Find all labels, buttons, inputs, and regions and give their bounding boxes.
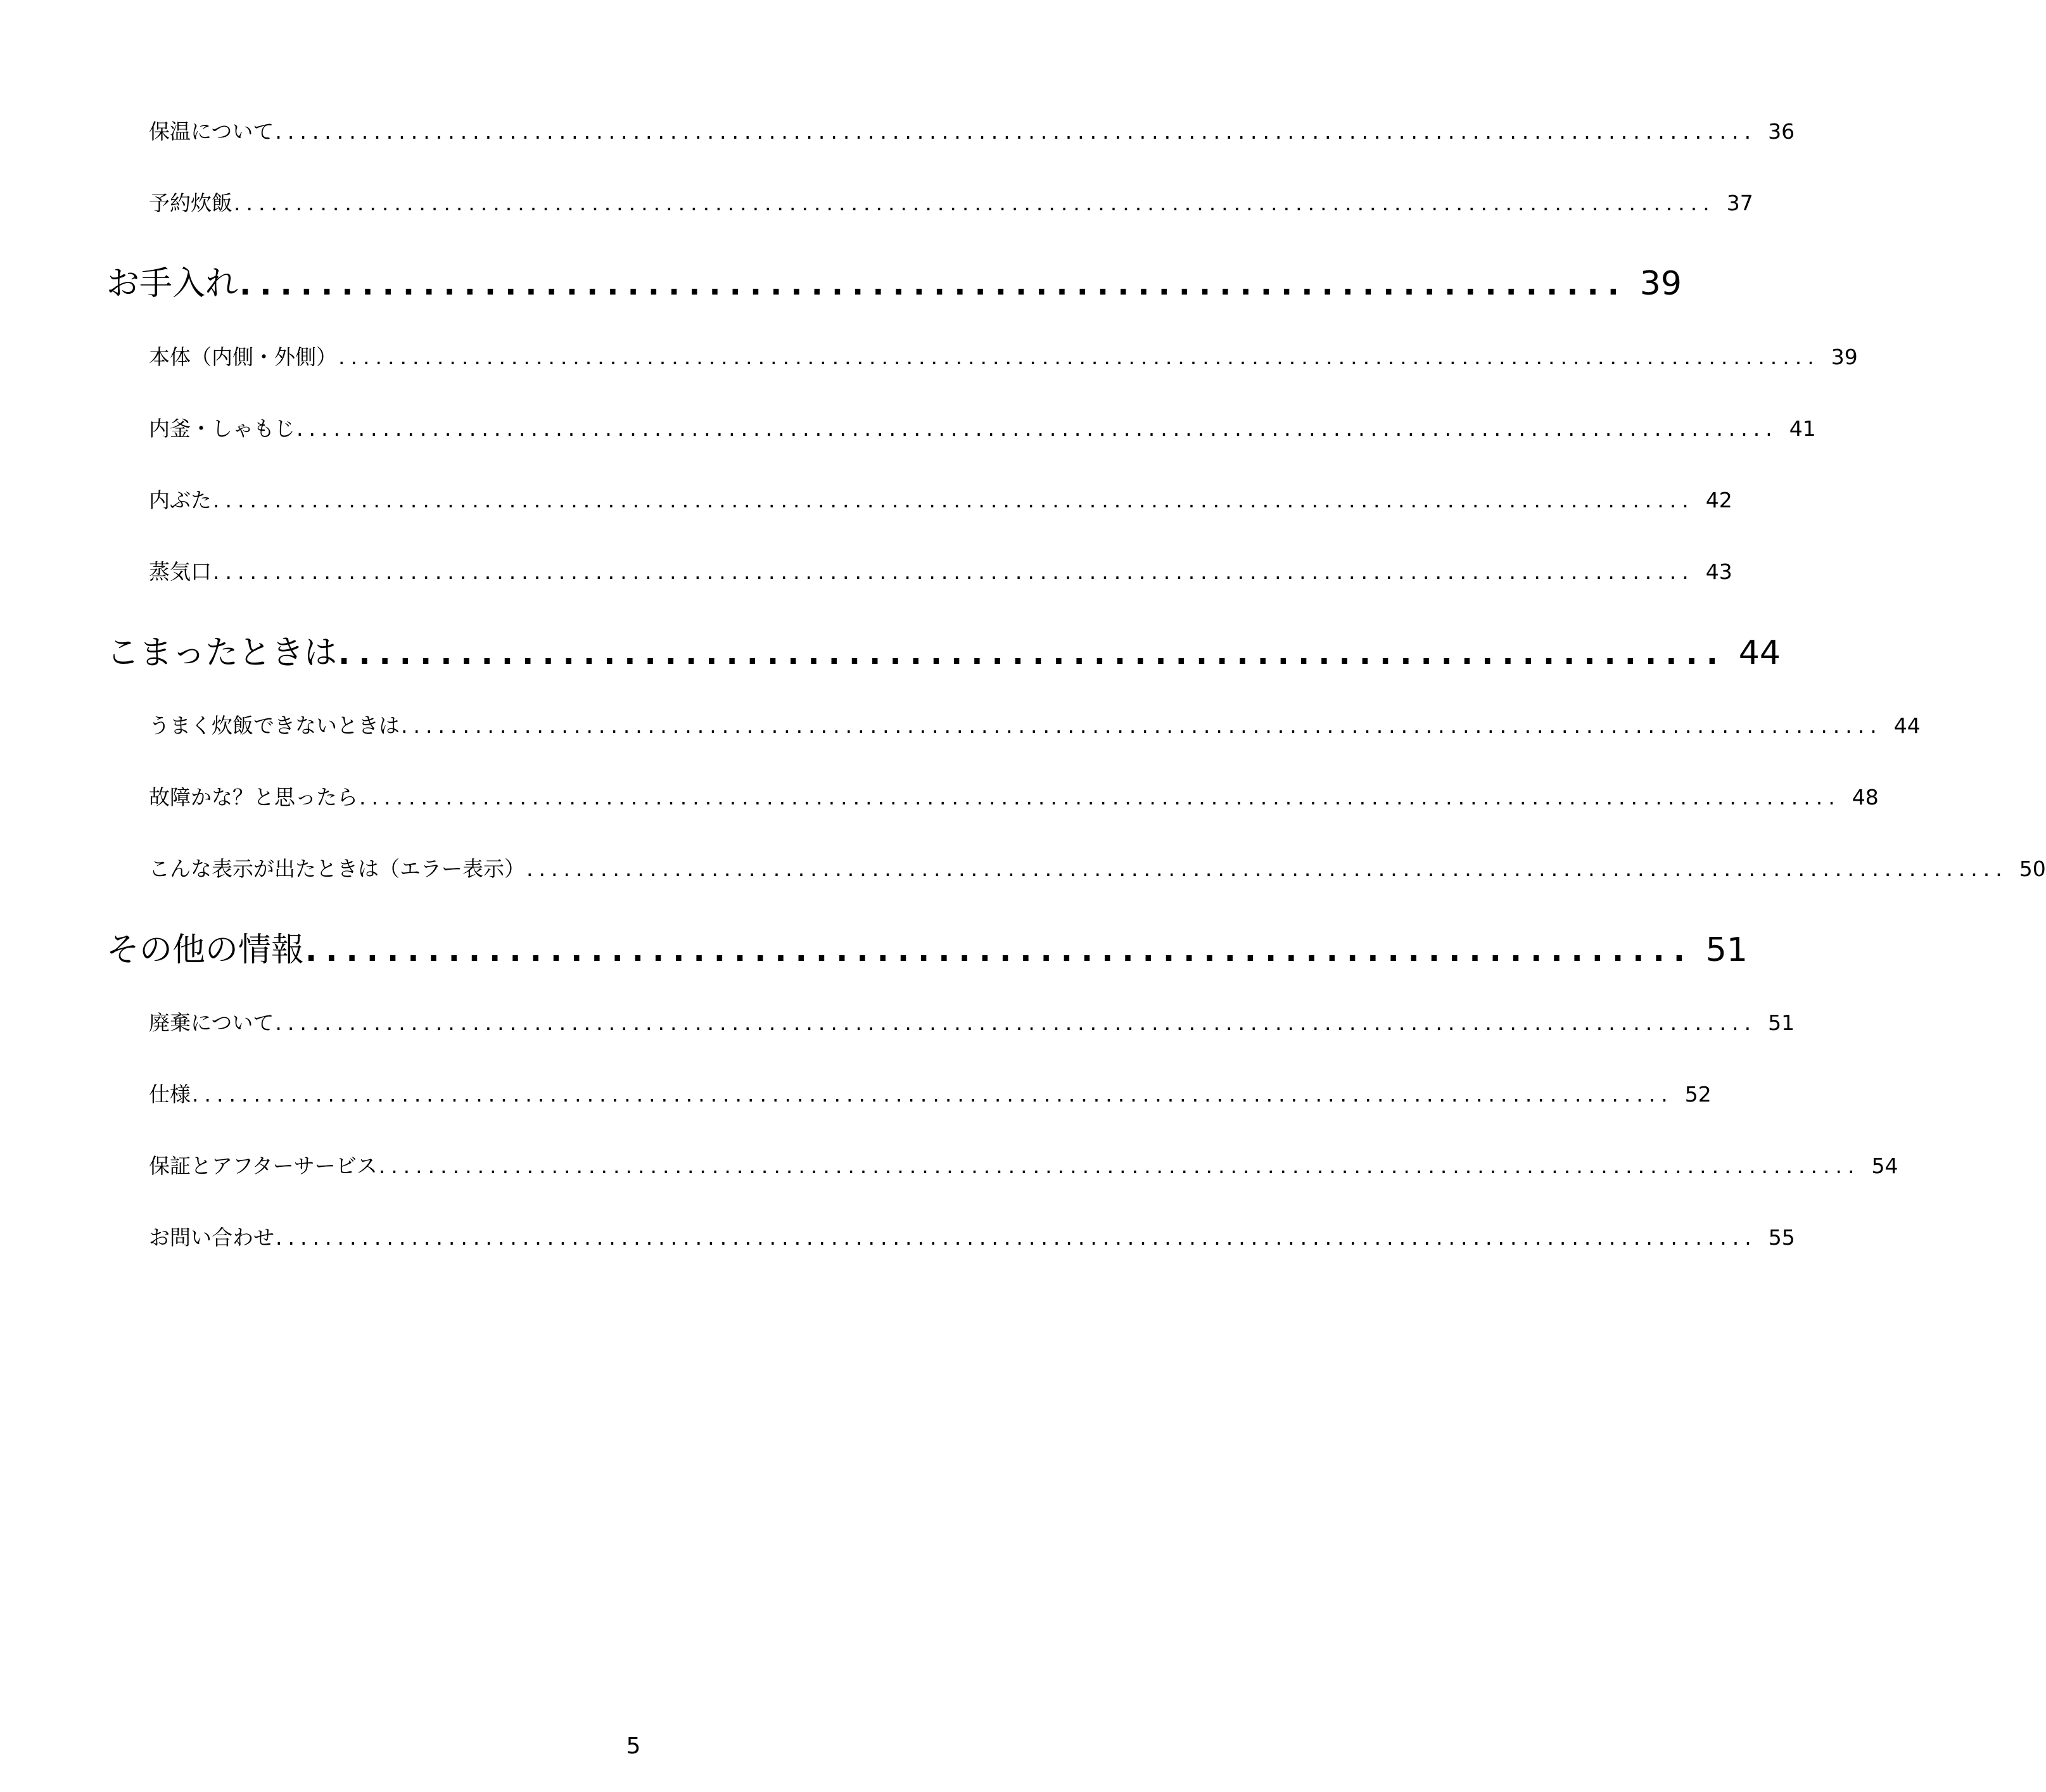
dot-leader: ........................................................................................................................ [526, 856, 2008, 881]
dot-leader: ........................................................................................................................ [401, 713, 1883, 738]
toc-entry-page: 41 [1789, 416, 1816, 441]
dot-leader: ........................................................................................................................ [378, 1153, 1860, 1178]
toc-entry-label: 蒸気口 [149, 559, 212, 584]
toc-entry[interactable] [149, 341, 1858, 371]
toc-entry[interactable] [149, 1078, 1712, 1109]
toc-entry-page: 36 [1768, 119, 1795, 144]
toc-section-page: 39 [1639, 265, 1682, 303]
toc-entry-label: 本体（内側・外側） [149, 345, 337, 369]
toc-entry[interactable] [149, 1007, 1795, 1037]
toc-entry-page: 54 [1871, 1153, 1898, 1178]
toc-entry-page: 55 [1768, 1225, 1795, 1250]
dot-leader: ........................................................................................................................ [338, 345, 1820, 369]
toc-entry-label: 内釜・しゃもじ [149, 416, 295, 441]
toc-entry-label: 保温について [149, 119, 274, 144]
toc-entry-label: 仕様 [149, 1082, 191, 1107]
toc-section-label: その他の情報 [106, 931, 305, 969]
toc-entry[interactable] [149, 781, 1879, 811]
toc-entry[interactable] [149, 853, 2046, 883]
dot-leader: ........................................................................................................................ [234, 191, 1715, 215]
dot-leader: ........................................................................................................................ [213, 559, 1694, 584]
dot-leader: ........................................................................................................................ [296, 416, 1778, 441]
dot-leader: ........................................................................................................................ [276, 1225, 1757, 1250]
toc-section-label: こまったときは [106, 634, 338, 672]
toc-entry-label: 内ぶた [149, 488, 212, 512]
dot-leader: ........................................................................................................................ [359, 785, 1841, 810]
toc-entry-page: 37 [1726, 191, 1753, 215]
toc-entry-page: 48 [1852, 785, 1879, 810]
toc-entry-label: お問い合わせ [149, 1225, 274, 1250]
page-number: 5 [626, 1733, 641, 1759]
toc-entry[interactable] [149, 412, 1816, 443]
toc-entry-label: うまく炊飯できないときは [149, 713, 400, 738]
toc-entry-label: こんな表示が出たときは（エラー表示） [149, 856, 525, 881]
dot-leader: ........................................................................................................................ [192, 1082, 1674, 1107]
toc-entry[interactable] [149, 1150, 1898, 1180]
toc-entry-label: 故障かな？と思ったら [149, 785, 358, 810]
dot-leader: .................................................................... [338, 636, 1727, 671]
toc-entry[interactable] [149, 115, 1795, 146]
toc-entry[interactable] [149, 556, 1732, 586]
dot-leader: ........................................................................................................................ [275, 1010, 1757, 1035]
toc-entry-page: 51 [1768, 1010, 1795, 1035]
dot-leader: .................................................................... [305, 933, 1694, 969]
toc-entry-page: 44 [1893, 713, 1921, 738]
toc-entry-label: 廃棄について [149, 1010, 274, 1035]
toc-entry[interactable] [149, 187, 1753, 217]
dot-leader: .................................................................... [239, 267, 1628, 302]
toc-entry-page: 52 [1684, 1082, 1712, 1107]
toc-section-page: 44 [1738, 634, 1781, 672]
dot-leader: ........................................................................................................................ [275, 119, 1757, 144]
toc-entry-label: 予約炊飯 [149, 191, 232, 215]
toc-entry-page: 50 [2019, 856, 2046, 881]
toc-entry-page: 43 [1705, 559, 1732, 584]
toc-entry-page: 39 [1831, 345, 1858, 369]
toc-entry-label: 保証とアフターサービス [149, 1153, 378, 1178]
toc-section-heading[interactable] [106, 257, 1682, 303]
toc-entry[interactable] [149, 709, 1921, 740]
toc-section-heading[interactable] [106, 923, 1748, 969]
toc-section-page: 51 [1705, 931, 1748, 969]
dot-leader: ........................................................................................................................ [213, 488, 1694, 512]
toc-entry[interactable] [149, 1221, 1795, 1252]
toc-section-heading[interactable] [106, 626, 1781, 672]
toc-entry[interactable] [149, 484, 1732, 514]
toc-entry-page: 42 [1705, 488, 1732, 512]
toc-section-label: お手入れ [106, 265, 239, 303]
